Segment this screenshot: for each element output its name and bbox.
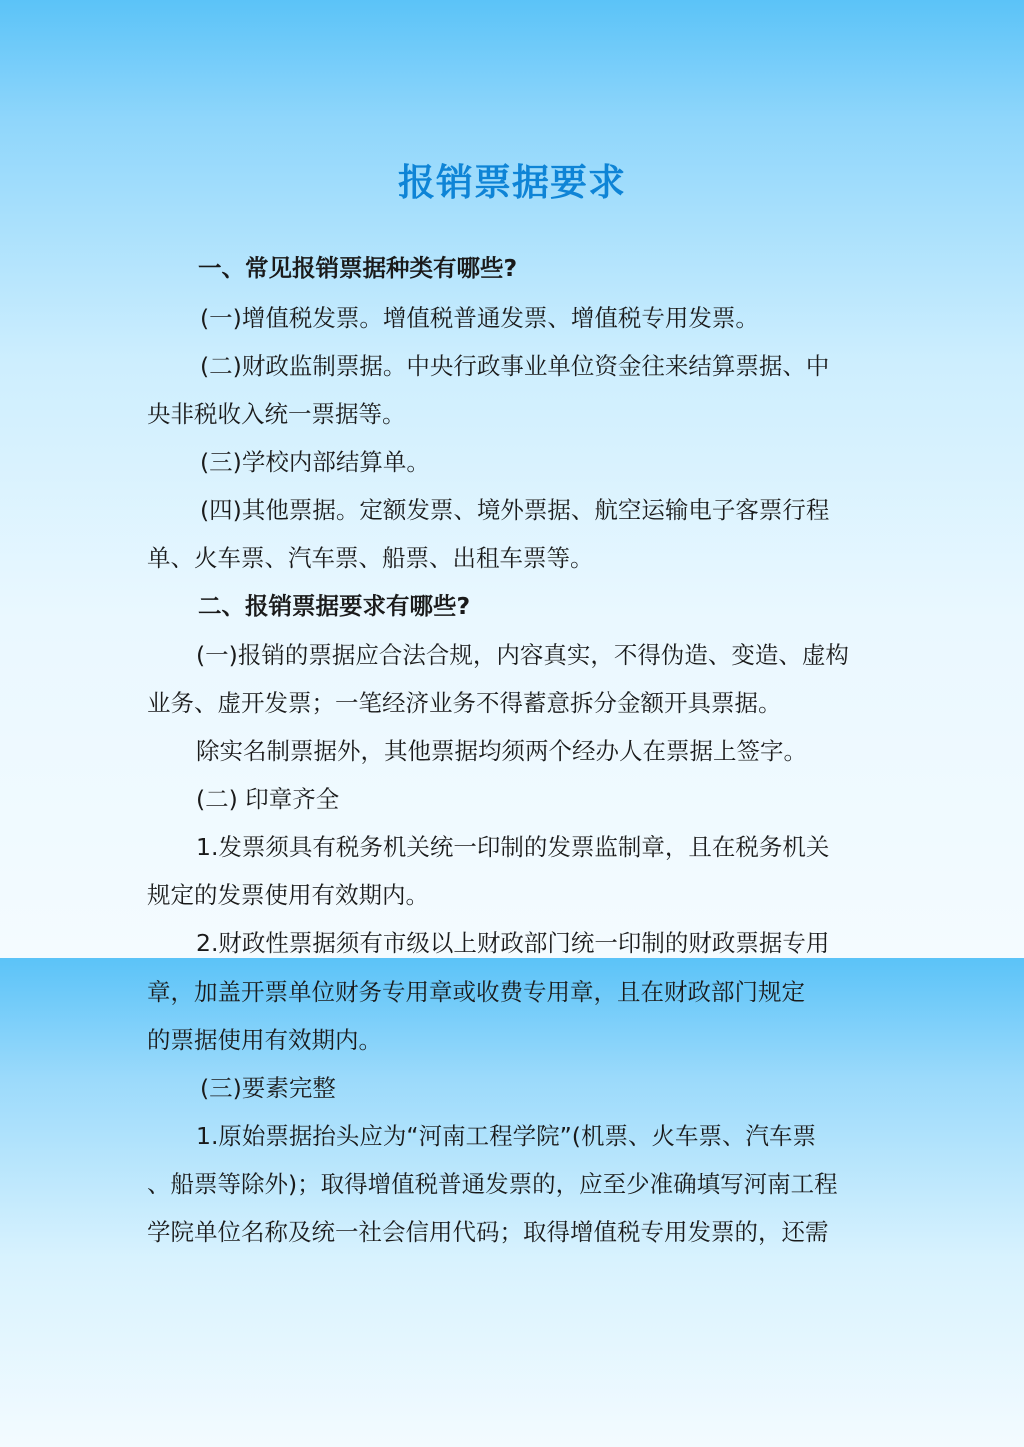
- paragraph-line: (四)其他票据。定额发票、境外票据、航空运输电子客票行程: [200, 496, 830, 524]
- paragraph-line: (二)财政监制票据。中央行政事业单位资金往来结算票据、中: [200, 352, 830, 380]
- paragraph-line: 2.财政性票据须有市级以上财政部门统一印制的财政票据专用: [196, 929, 830, 957]
- paragraph-line: 单、火车票、汽车票、船票、出租车票等。: [147, 544, 594, 572]
- paragraph-line: (一)增值税发票。增值税普通发票、增值税专用发票。: [200, 304, 759, 332]
- section-heading-2: 二、报销票据要求有哪些?: [198, 592, 471, 620]
- paragraph-line: (三)要素完整: [200, 1074, 336, 1102]
- paragraph-line: 的票据使用有效期内。: [147, 1026, 382, 1054]
- paragraph-line: (二) 印章齐全: [196, 785, 340, 813]
- paragraph-line: 学院单位名称及统一社会信用代码；取得增值税专用发票的，还需: [147, 1218, 829, 1246]
- paragraph-line: 除实名制票据外，其他票据均须两个经办人在票据上签字。: [196, 737, 807, 765]
- paragraph-line: 业务、虚开发票；一笔经济业务不得蓄意拆分金额开具票据。: [147, 689, 782, 717]
- paragraph-line: 章，加盖开票单位财务专用章或收费专用章，且在财政部门规定: [147, 978, 805, 1006]
- paragraph-line: 1.发票须具有税务机关统一印制的发票监制章，且在税务机关: [196, 833, 830, 861]
- paragraph-line: 1.原始票据抬头应为“河南工程学院”(机票、火车票、汽车票: [196, 1122, 816, 1150]
- page-title: 报销票据要求: [398, 161, 626, 204]
- section-heading-1: 一、常见报销票据种类有哪些?: [198, 254, 518, 282]
- paragraph-line: 央非税收入统一票据等。: [147, 400, 406, 428]
- paragraph-line: 、船票等除外)；取得增值税普通发票的，应至少准确填写河南工程: [147, 1170, 838, 1198]
- paragraph-line: 规定的发票使用有效期内。: [147, 881, 429, 909]
- paragraph-line: (三)学校内部结算单。: [200, 448, 430, 476]
- paragraph-line: (一)报销的票据应合法合规，内容真实，不得伪造、变造、虚构: [196, 641, 849, 669]
